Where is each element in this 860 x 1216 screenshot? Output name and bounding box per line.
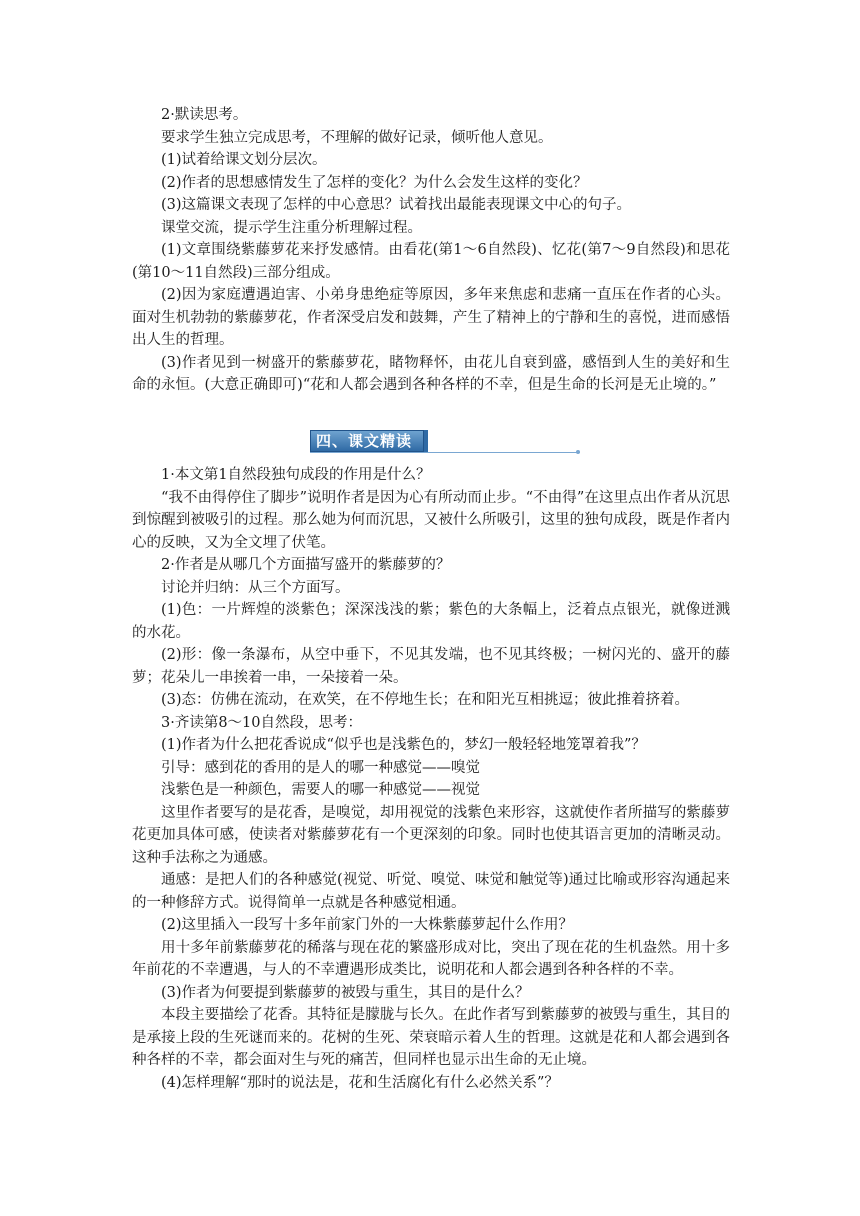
answer: (3)态：仿佛在流动，在欢笑，在不停地生长；在和阳光互相挑逗；彼此推着挤着。 bbox=[161, 692, 690, 708]
item-heading: 1·本文第1自然段独句成段的作用是什么？ bbox=[161, 467, 431, 483]
heading-accent-bar bbox=[424, 430, 428, 452]
answer: (1)文章围绕紫藤萝花来抒发感情。由看花(第1～6自然段)、忆花(第7～9自然段)和思花(第10～11自然段)三部分组成。 bbox=[132, 242, 730, 281]
question: (2)作者的思想感情发生了怎样的变化？为什么会发生这样的变化？ bbox=[161, 174, 588, 191]
paragraph: 课堂交流，提示学生注重分析理解过程。 bbox=[161, 219, 422, 236]
answer: 这里作者要写的是花香，是嗅觉，却用视觉的浅紫色来形容，这就使作者所描写的紫藤萝花更加具体可感，使读者对紫藤萝花有一个更深刻的印象。同时也使其语言更加的清晰灵动。这种手法称之为通感。 bbox=[132, 804, 730, 866]
guide-line: 浅紫色是一种颜色，需要人的哪一种感觉——视觉 bbox=[161, 782, 480, 798]
item-heading: 3·齐读第8～10自然段，思考： bbox=[161, 714, 363, 731]
paragraph: 讨论并归纳：从三个方面写。 bbox=[161, 579, 350, 596]
question: (3)这篇课文表现了怎样的中心意思？试着找出最能表现课文中心的句子。 bbox=[161, 197, 632, 213]
answer: 本段主要描绘了花香。其特征是朦胧与长久。在此作者写到紫藤萝的被毁与重生，其目的是承接上段的生死谜而来的。花树的生死、荣衰暗示着人生的哲理。这就是花和人都会遇到各种各样的不幸，都会面对生与死的痛苦，但同样也显示出生命的无止境。 bbox=[132, 1007, 730, 1068]
item-heading: 2·默读思考。 bbox=[161, 107, 248, 123]
guide-line: 引导：感到花的香用的是人的哪一种感觉——嗅觉 bbox=[161, 759, 480, 776]
paragraph: 要求学生独立完成思考，不理解的做好记录，倾听他人意见。 bbox=[161, 129, 553, 146]
top-section bbox=[132, 104, 730, 397]
answer: (2)形：像一条瀑布，从空中垂下，不见其发端，也不见其终极；一树闪光的、盛开的藤萝；花朵儿一串挨着一串，一朵接着一朵。 bbox=[132, 647, 730, 686]
heading-end-dot bbox=[576, 450, 580, 454]
question: (4)怎样理解“那时的说法是，花和生活腐化有什么必然关系”？ bbox=[161, 1074, 559, 1091]
answer: (3)作者见到一树盛开的紫藤萝花，睹物释怀，由花儿自衰到盛，感悟到人生的美好和生命的永恒。(大意正确即可)“花和人都会遇到各种各样的不幸，但是生命的长河是无止境的。” bbox=[132, 354, 730, 393]
item-heading: 2·作者是从哪几个方面描写盛开的紫藤萝的？ bbox=[161, 557, 451, 573]
definition: 通感：是把人们的各种感觉(视觉、听觉、嗅觉、味觉和触觉等)通过比喻或形容沟通起来的一种修辞方式。说得简单一点就是各种感觉相通。 bbox=[132, 872, 730, 911]
bottom-section bbox=[132, 464, 730, 1094]
answer: “我不由得停住了脚步”说明作者是因为心有所动而止步。“不由得”在这里点出作者从沉思到惊醒到被吸引的过程。那么她为何而沉思，又被什么所吸引，这里的独句成段，既是作者内心的反映，又为全文埋了伏笔。 bbox=[132, 489, 730, 551]
question: (2)这里插入一段写十多年前家门外的一大株紫藤萝起什么作用？ bbox=[161, 917, 574, 933]
heading-underline bbox=[310, 452, 580, 453]
answer: (2)因为家庭遭遇迫害、小弟身患绝症等原因，多年来焦虑和悲痛一直压在作者的心头。面对生机勃勃的紫藤萝花，作者深受启发和鼓舞，产生了精神上的宁静和生的喜悦，进而感悟出人生的哲理。 bbox=[132, 287, 730, 348]
question: (1)作者为什么把花香说成“似乎也是浅紫色的，梦幻一般轻轻地笼罩着我”？ bbox=[161, 737, 646, 753]
answer: (1)色：一片辉煌的淡紫色；深深浅浅的紫；紫色的大条幅上，泛着点点银光，就像迸溅的水花。 bbox=[132, 602, 730, 641]
section-heading bbox=[310, 430, 580, 454]
question: (1)试着给课文划分层次。 bbox=[161, 152, 327, 168]
answer: 用十多年前紫藤萝花的稀落与现在花的繁盛形成对比，突出了现在花的生机盎然。用十多年前花的不幸遭遇，与人的不幸遭遇形成类比，说明花和人都会遇到各种各样的不幸。 bbox=[132, 939, 730, 978]
section-heading-label: 四、课文精读 bbox=[310, 430, 424, 452]
question: (3)作者为何要提到紫藤萝的被毁与重生，其目的是什么？ bbox=[161, 984, 530, 1001]
